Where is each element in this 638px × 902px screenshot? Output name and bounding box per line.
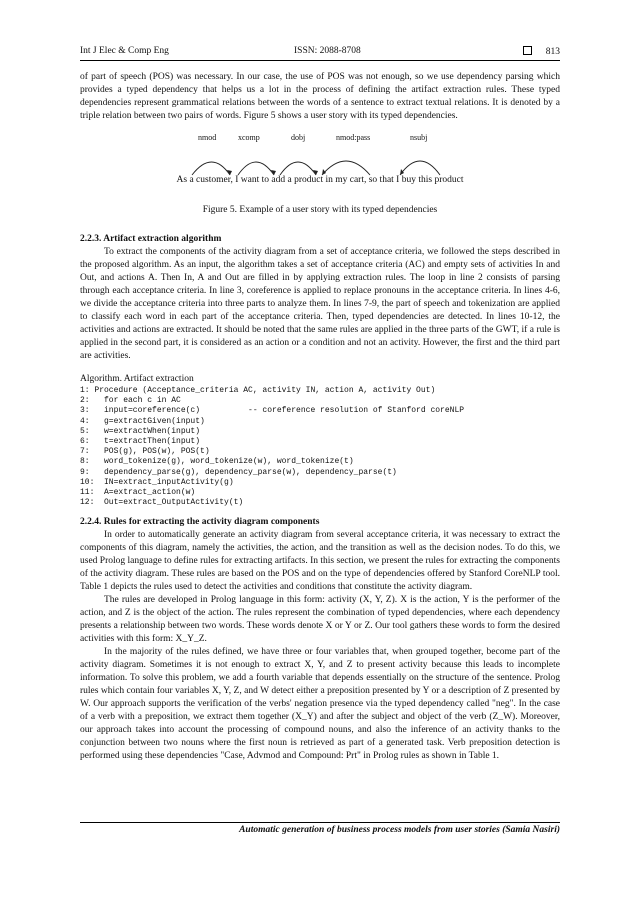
code-line: 12: Out=extract_OutputActivity(t) [80, 498, 244, 508]
running-footer: Automatic generation of business process models from user stories (Samia Nasiri) [80, 822, 560, 835]
issn: ISSN: 2088-8708 [294, 46, 361, 56]
square-icon [523, 46, 532, 55]
section-heading: 2.2.4. Rules for extracting the activity diagram components [80, 517, 320, 528]
page-body [80, 44, 560, 763]
section-heading: 2.2.3. Artifact extraction algorithm [80, 234, 222, 244]
dep-arc [280, 162, 316, 175]
section-paragraph: In the majority of the rules defined, we have three or four variables that, when grouped together, become part of the activity diagram. Sometimes it is not enough to extract X, Y, and Z to present activity because this leads to incomplete information. To solve this problem, we add a fourth variable that depends essentially on the structure of the sentence. Prolog rules which contain four variables X, Y, Z, and W detect either a preposition presented by Y or a description of Z presented by W. Our approach supports the verification of the verbs' negation presence via the typed dependency called "neg". In the case of a verb with a preposition, we extract them together (X_Y) and after the subject and object of the verb (Z_W). Moreover, our approach takes into account the processing of compound nouns, and also the inference of an activity thanks to the conjunction between two nouns where the first noun is retrieved as part of a generated task. Verb preposition detection is performed using these dependencies "Case, Advmod and Compound: Prt" in Prolog rules as shown in Table 1. [80, 647, 560, 762]
section-paragraph: To extract the components of the activity diagram from a set of acceptance criteria, we followed the steps described in the proposed algorithm. As an input, the algorithm takes a set of acceptance criteria (AC) and empty sets of activities In and Out, and actions A. Then In, A and Out are filled in by applying extraction rules. The loop in line 2 consists of parsing through each acceptance criteria. In line 3, coreference is applied to replace pronouns in the acceptance criteria. In lines 4-6, we divide the acceptance criteria into three parts to analyze them. In lines 7-9, the part of speech and tokenization are applied to classify each word in each part of the acceptance criteria. Then, typed dependencies are detected. In lines 10-12, the activities and actions are extracted. It should be noted that the same rules are applied in the three parts of the GWT, if a rule is applied in the second part, it is considered as an action or a condition and not an activity. However, the first and the third part are activities. [80, 247, 560, 361]
dependency-label: nmod [198, 133, 217, 142]
code-line: 11: A=extract_action(w) [80, 488, 196, 498]
dep-arc [238, 162, 274, 175]
running-header [80, 44, 560, 61]
code-line: 8: word_tokenize(g), word_tokenize(w), word_tokenize(t) [80, 457, 354, 467]
dependency-label: nsubj [410, 133, 428, 142]
figure-caption: Figure 5. Example of a user story with its typed dependencies [202, 205, 438, 215]
page-number: 813 [545, 47, 560, 57]
dep-arc [192, 162, 230, 175]
dependency-label: nmod:pass [336, 133, 371, 142]
dependency-label: xcomp [238, 133, 260, 142]
figure-sentence: As a customer, I want to add a product in my cart, so that I buy this product [176, 175, 464, 185]
algorithm-title: Algorithm. Artifact extraction [80, 374, 194, 384]
code-line: 6: t=extractThen(input) [80, 437, 201, 447]
page-number-block [523, 46, 560, 57]
code-line: 1: Procedure (Acceptance_criteria AC, activity IN, action A, activity Out) [80, 386, 436, 395]
dependency-arcs [80, 145, 560, 177]
code-line: 3: input=coreference(c) -- coreference resolution of Stanford coreNLP [80, 406, 465, 416]
code-line: 4: g=extractGiven(input) [80, 416, 205, 426]
code-line: 10: IN=extract_inputActivity(g) [80, 477, 234, 487]
section-paragraph: In order to automatically generate an activity diagram from several acceptance criteria, it was necessary to extract the components of this diagram, namely the activities, the action, and the transition as well as the decision nodes. To do this, we used Prolog language to define rules for extracting artifacts. In this section, we present the rules for extracting the components of the activity diagram. These rules are based on the POS and on the type of dependencies offered by Stanford CoreNLP tool. Table 1 depicts the rules used to detect the activities and conditions that constitute the activity diagram. [80, 530, 560, 593]
code-line: 2: for each c in AC [80, 396, 181, 406]
journal-name: Int J Elec & Comp Eng [80, 46, 169, 56]
algorithm-code [80, 386, 560, 508]
dep-arc [400, 161, 440, 175]
dep-arc [322, 161, 370, 175]
figure-5 [80, 133, 560, 195]
dependency-label: dobj [291, 133, 306, 142]
section-paragraph: The rules are developed in Prolog language in this form: activity (X, Y, Z). X is the action, Y is the performer of the action, and Z is the object of the action. The rules represent the combination of typed dependencies, where each dependency presents a relationship between two words. These words denote X or Y or Z. Our tool gathers these words to form the desired activities with this form: X_Y_Z. [80, 595, 560, 645]
code-line: 5: w=extractWhen(input) [80, 426, 201, 436]
intro-paragraph: of part of speech (POS) was necessary. In our case, the use of POS was not enough, so we use dependency parsing which provides a typed dependency that helps us a lot in the process of defining the artifact extraction rules. These typed dependencies represent grammatical relations between the words of a sentence to extract textual relations. It is denoted by a triple relation between two pairs of words. Figure 5 shows a user story with its typed dependencies. [80, 72, 560, 121]
code-line: 7: POS(g), POS(w), POS(t) [80, 447, 210, 457]
code-line: 9: dependency_parse(g), dependency_parse(w), dependency_parse(t) [80, 467, 397, 477]
